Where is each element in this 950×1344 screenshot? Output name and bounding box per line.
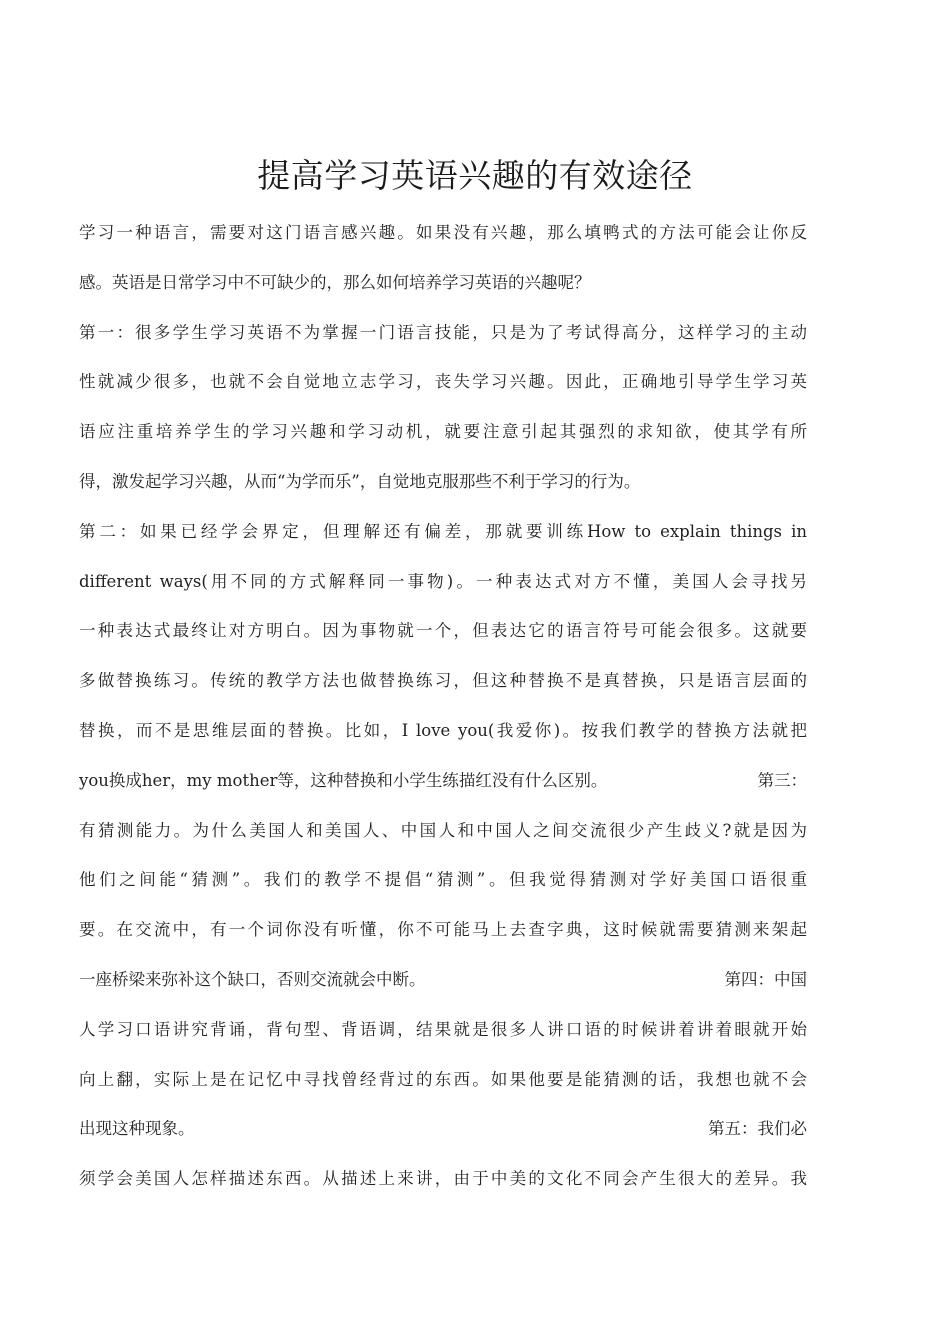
body-line: 替换，而不是思维层面的替换。比如，I love you(我爱你)。按我们教学的替换方法就把 bbox=[79, 720, 807, 740]
body-line-split bbox=[79, 955, 807, 1005]
body-line: 得，激发起学习兴趣，从而“为学而乐”，自觉地克服那些不利于学习的行为。 bbox=[79, 471, 641, 491]
body-line-split bbox=[79, 1104, 807, 1154]
body-line: different ways(用不同的方式解释同一事物)。一种表达式对方不懂，美国人会寻找另 bbox=[79, 571, 807, 591]
body-line: 人学习口语讲究背诵，背句型、背语调，结果就是很多人讲口语的时候讲着讲着眼就开始 bbox=[79, 1019, 807, 1039]
body-line: 向上翻，实际上是在记忆中寻找曾经背过的东西。如果他要是能猜测的话，我想也就不会 bbox=[79, 1069, 807, 1089]
body-line: 学习一种语言，需要对这门语言感兴趣。如果没有兴趣，那么填鸭式的方法可能会让你反 bbox=[79, 223, 807, 242]
body-line: 语应注重培养学生的学习兴趣和学习动机，就要注意引起其强烈的求知欲，使其学有所 bbox=[79, 422, 807, 442]
body-line-left: you换成her，my mother等，这种替换和小学生练描红没有什么区别。 bbox=[79, 770, 608, 790]
body-line: 一种表达式最终让对方明白。因为事物就一个，但表达它的语言符号可能会很多。这就要 bbox=[79, 621, 807, 641]
body-line-right: 第三： bbox=[757, 770, 807, 790]
document-body bbox=[79, 208, 807, 1204]
body-line: 要。在交流中，有一个词你没有听懂，你不可能马上去查字典，这时候就需要猜测来架起 bbox=[79, 920, 807, 940]
body-line: 多做替换练习。传统的教学方法也做替换练习，但这种替换不是真替换，只是语言层面的 bbox=[79, 671, 807, 691]
body-line: 有猜测能力。为什么美国人和美国人、中国人和中国人之间交流很少产生歧义?就是因为 bbox=[79, 820, 807, 840]
body-line-right: 第五：我们必 bbox=[708, 1119, 807, 1139]
document-title: 提高学习英语兴趣的有效途径 bbox=[257, 156, 693, 195]
body-line: 性就减少很多，也就不会自觉地立志学习，丧失学习兴趣。因此，正确地引导学生学习英 bbox=[79, 372, 807, 392]
body-line-left: 出现这种现象。 bbox=[79, 1119, 195, 1139]
body-line-split bbox=[79, 756, 807, 806]
body-line: 第二：如果已经学会界定，但理解还有偏差，那就要训练How to explain things in bbox=[79, 521, 807, 541]
body-line: 感。英语是日常学习中不可缺少的，那么如何培养学习英语的兴趣呢？ bbox=[79, 272, 591, 292]
body-line-left: 一座桥梁来弥补这个缺口，否则交流就会中断。 bbox=[79, 969, 426, 989]
body-line: 第一：很多学生学习英语不为掌握一门语言技能，只是为了考试得高分，这样学习的主动 bbox=[79, 322, 807, 342]
body-line: 须学会美国人怎样描述东西。从描述上来讲，由于中美的文化不同会产生很大的差异。我 bbox=[79, 1169, 807, 1189]
body-line: 他们之间能“猜测”。我们的教学不提倡“猜测”。但我觉得猜测对学好美国口语很重 bbox=[79, 870, 807, 890]
body-line-right: 第四：中国 bbox=[724, 969, 807, 989]
